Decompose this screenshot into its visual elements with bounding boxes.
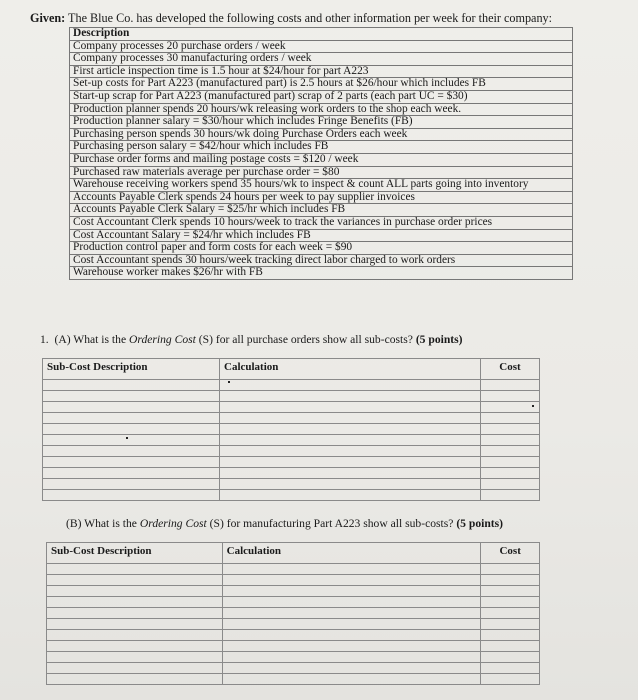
description-row	[70, 254, 573, 267]
answer-cell[interactable]	[222, 663, 481, 674]
calculation-header: Calculation	[222, 543, 481, 564]
answer-cell[interactable]	[220, 380, 481, 391]
description-cell: Cost Accountant spends 30 hours/week tracking direct labor charged to work orders	[70, 254, 573, 267]
description-row	[70, 128, 573, 141]
answer-row	[47, 674, 540, 685]
description-row	[70, 153, 573, 166]
sub-cost-header: Sub-Cost Description	[47, 543, 223, 564]
answer-cell[interactable]	[47, 641, 223, 652]
answer-row	[47, 597, 540, 608]
sub-cost-header: Sub-Cost Description	[43, 359, 220, 380]
answer-row	[47, 586, 540, 597]
answer-cell[interactable]	[220, 413, 481, 424]
answer-cell[interactable]	[43, 479, 220, 490]
description-cell: Production control paper and form costs for each week = $90	[70, 242, 573, 255]
answer-cell[interactable]	[43, 380, 220, 391]
answer-cell[interactable]	[220, 446, 481, 457]
answer-table-a	[42, 358, 540, 501]
description-header: Description	[70, 28, 573, 41]
answer-cell[interactable]	[47, 674, 223, 685]
calculation-header: Calculation	[220, 359, 481, 380]
description-row	[70, 40, 573, 53]
answer-row	[47, 630, 540, 641]
answer-cell[interactable]	[47, 564, 223, 575]
answer-cell[interactable]	[481, 663, 540, 674]
question-a: 1. (A) What is the Ordering Cost (S) for all purchase orders show all sub-costs? (5 points)	[40, 333, 463, 346]
answer-row	[43, 446, 540, 457]
answer-cell[interactable]	[43, 424, 220, 435]
description-cell: First article inspection time is 1.5 hour at $24/hour for part A223	[70, 65, 573, 78]
answer-cell[interactable]	[222, 674, 481, 685]
answer-cell[interactable]	[222, 619, 481, 630]
description-row	[70, 78, 573, 91]
description-row	[70, 267, 573, 280]
given-statement	[30, 11, 552, 26]
answer-cell[interactable]	[47, 652, 223, 663]
answer-row	[43, 413, 540, 424]
pen-mark	[126, 437, 128, 439]
answer-row	[43, 391, 540, 402]
answer-row	[47, 564, 540, 575]
answer-cell[interactable]	[220, 468, 481, 479]
answer-row	[47, 575, 540, 586]
given-label: Given:	[30, 11, 66, 25]
description-cell: Warehouse worker makes $26/hr with FB	[70, 267, 573, 280]
answer-row	[47, 663, 540, 674]
answer-cell[interactable]	[47, 586, 223, 597]
answer-cell[interactable]	[222, 641, 481, 652]
answer-cell[interactable]	[481, 479, 540, 490]
answer-cell[interactable]	[481, 630, 540, 641]
answer-cell[interactable]	[481, 597, 540, 608]
answer-cell[interactable]	[481, 468, 540, 479]
description-row	[70, 179, 573, 192]
answer-row	[47, 608, 540, 619]
answer-table-b	[46, 542, 540, 685]
description-cell: Accounts Payable Clerk Salary = $25/hr which includes FB	[70, 204, 573, 217]
answer-cell[interactable]	[481, 380, 540, 391]
description-cell: Warehouse receiving workers spend 35 hours/wk to inspect & count ALL parts going into inventory	[70, 179, 573, 192]
description-cell: Production planner spends 20 hours/wk releasing work orders to the shop each week.	[70, 103, 573, 116]
answer-cell[interactable]	[481, 457, 540, 468]
description-cell: Accounts Payable Clerk spends 24 hours per week to pay supplier invoices	[70, 191, 573, 204]
question-points: (5 points)	[415, 333, 463, 346]
answer-cell[interactable]	[481, 446, 540, 457]
answer-row	[43, 424, 540, 435]
answer-cell[interactable]	[220, 490, 481, 501]
answer-cell[interactable]	[220, 402, 481, 413]
description-cell: Cost Accountant Salary = $24/hr which includes FB	[70, 229, 573, 242]
description-row	[70, 53, 573, 66]
answer-cell[interactable]	[220, 424, 481, 435]
description-cell: Purchasing person salary = $42/hour which includes FB	[70, 141, 573, 154]
answer-cell[interactable]	[481, 424, 540, 435]
answer-cell[interactable]	[47, 663, 223, 674]
answer-cell[interactable]	[481, 391, 540, 402]
answer-cell[interactable]	[43, 435, 220, 446]
answer-cell[interactable]	[220, 479, 481, 490]
cost-header: Cost	[481, 543, 540, 564]
answer-cell[interactable]	[481, 435, 540, 446]
description-cell: Cost Accountant Clerk spends 10 hours/week to track the variances in purchase order prices	[70, 216, 573, 229]
answer-cell[interactable]	[222, 652, 481, 663]
question-number: 1.	[40, 333, 49, 346]
description-row	[70, 141, 573, 154]
answer-cell[interactable]	[222, 630, 481, 641]
pen-mark	[532, 405, 534, 407]
answer-cell[interactable]	[220, 435, 481, 446]
answer-cell[interactable]	[222, 597, 481, 608]
given-text: The Blue Co. has developed the following costs and other information per week for their company:	[68, 11, 553, 25]
answer-cell[interactable]	[481, 641, 540, 652]
description-cell: Company processes 30 manufacturing orders / week	[70, 53, 573, 66]
answer-cell[interactable]	[43, 490, 220, 501]
answer-cell[interactable]	[222, 575, 481, 586]
description-cell: Start-up scrap for Part A223 (manufactured part) scrap of 2 parts (each part UC = $30)	[70, 90, 573, 103]
answer-cell[interactable]	[481, 490, 540, 501]
description-cell: Company processes 20 purchase orders / week	[70, 40, 573, 53]
description-cell: Purchase order forms and mailing postage costs = $120 / week	[70, 153, 573, 166]
description-row	[70, 216, 573, 229]
answer-row	[43, 380, 540, 391]
answer-row	[43, 468, 540, 479]
description-row	[70, 116, 573, 129]
answer-cell[interactable]	[43, 468, 220, 479]
answer-row	[43, 457, 540, 468]
answer-cell[interactable]	[222, 608, 481, 619]
answer-cell[interactable]	[47, 630, 223, 641]
answer-row	[47, 652, 540, 663]
answer-cell[interactable]	[43, 446, 220, 457]
answer-cell[interactable]	[481, 402, 540, 413]
answer-cell[interactable]	[220, 391, 481, 402]
answer-row	[43, 490, 540, 501]
answer-row	[47, 619, 540, 630]
description-cell: Production planner salary = $30/hour which includes Fringe Benefits (FB)	[70, 116, 573, 129]
question-b: (B) What is the Ordering Cost (S) for manufacturing Part A223 show all sub-costs? (5 points)	[66, 517, 504, 530]
ordering-cost-term: Ordering Cost	[139, 517, 207, 530]
answer-cell[interactable]	[47, 619, 223, 630]
description-table	[69, 27, 573, 280]
description-row	[70, 90, 573, 103]
answer-row	[43, 435, 540, 446]
answer-row	[43, 479, 540, 490]
answer-cell[interactable]	[481, 619, 540, 630]
answer-cell[interactable]	[222, 564, 481, 575]
answer-cell[interactable]	[47, 608, 223, 619]
answer-cell[interactable]	[481, 674, 540, 685]
description-row	[70, 103, 573, 116]
description-row	[70, 166, 573, 179]
description-row	[70, 191, 573, 204]
answer-cell[interactable]	[47, 575, 223, 586]
description-row	[70, 242, 573, 255]
cost-header: Cost	[481, 359, 540, 380]
answer-row	[43, 402, 540, 413]
description-cell: Purchased raw materials average per purchase order = $80	[70, 166, 573, 179]
answer-cell[interactable]	[43, 402, 220, 413]
pen-mark	[228, 381, 230, 383]
description-row	[70, 229, 573, 242]
answer-cell[interactable]	[43, 413, 220, 424]
answer-cell[interactable]	[43, 457, 220, 468]
answer-cell[interactable]	[47, 597, 223, 608]
answer-cell[interactable]	[481, 652, 540, 663]
description-row	[70, 65, 573, 78]
answer-cell[interactable]	[43, 391, 220, 402]
answer-row	[47, 641, 540, 652]
answer-cell[interactable]	[481, 608, 540, 619]
answer-cell[interactable]	[481, 564, 540, 575]
answer-cell[interactable]	[481, 575, 540, 586]
description-cell: Set-up costs for Part A223 (manufactured part) is 2.5 hours at $26/hour which includes FB	[70, 78, 573, 91]
question-points: (5 points)	[456, 517, 504, 530]
answer-cell[interactable]	[220, 457, 481, 468]
description-row	[70, 204, 573, 217]
answer-cell[interactable]	[222, 586, 481, 597]
ordering-cost-term: Ordering Cost	[129, 333, 196, 346]
description-cell: Purchasing person spends 30 hours/wk doing Purchase Orders each week	[70, 128, 573, 141]
answer-cell[interactable]	[481, 413, 540, 424]
answer-cell[interactable]	[481, 586, 540, 597]
